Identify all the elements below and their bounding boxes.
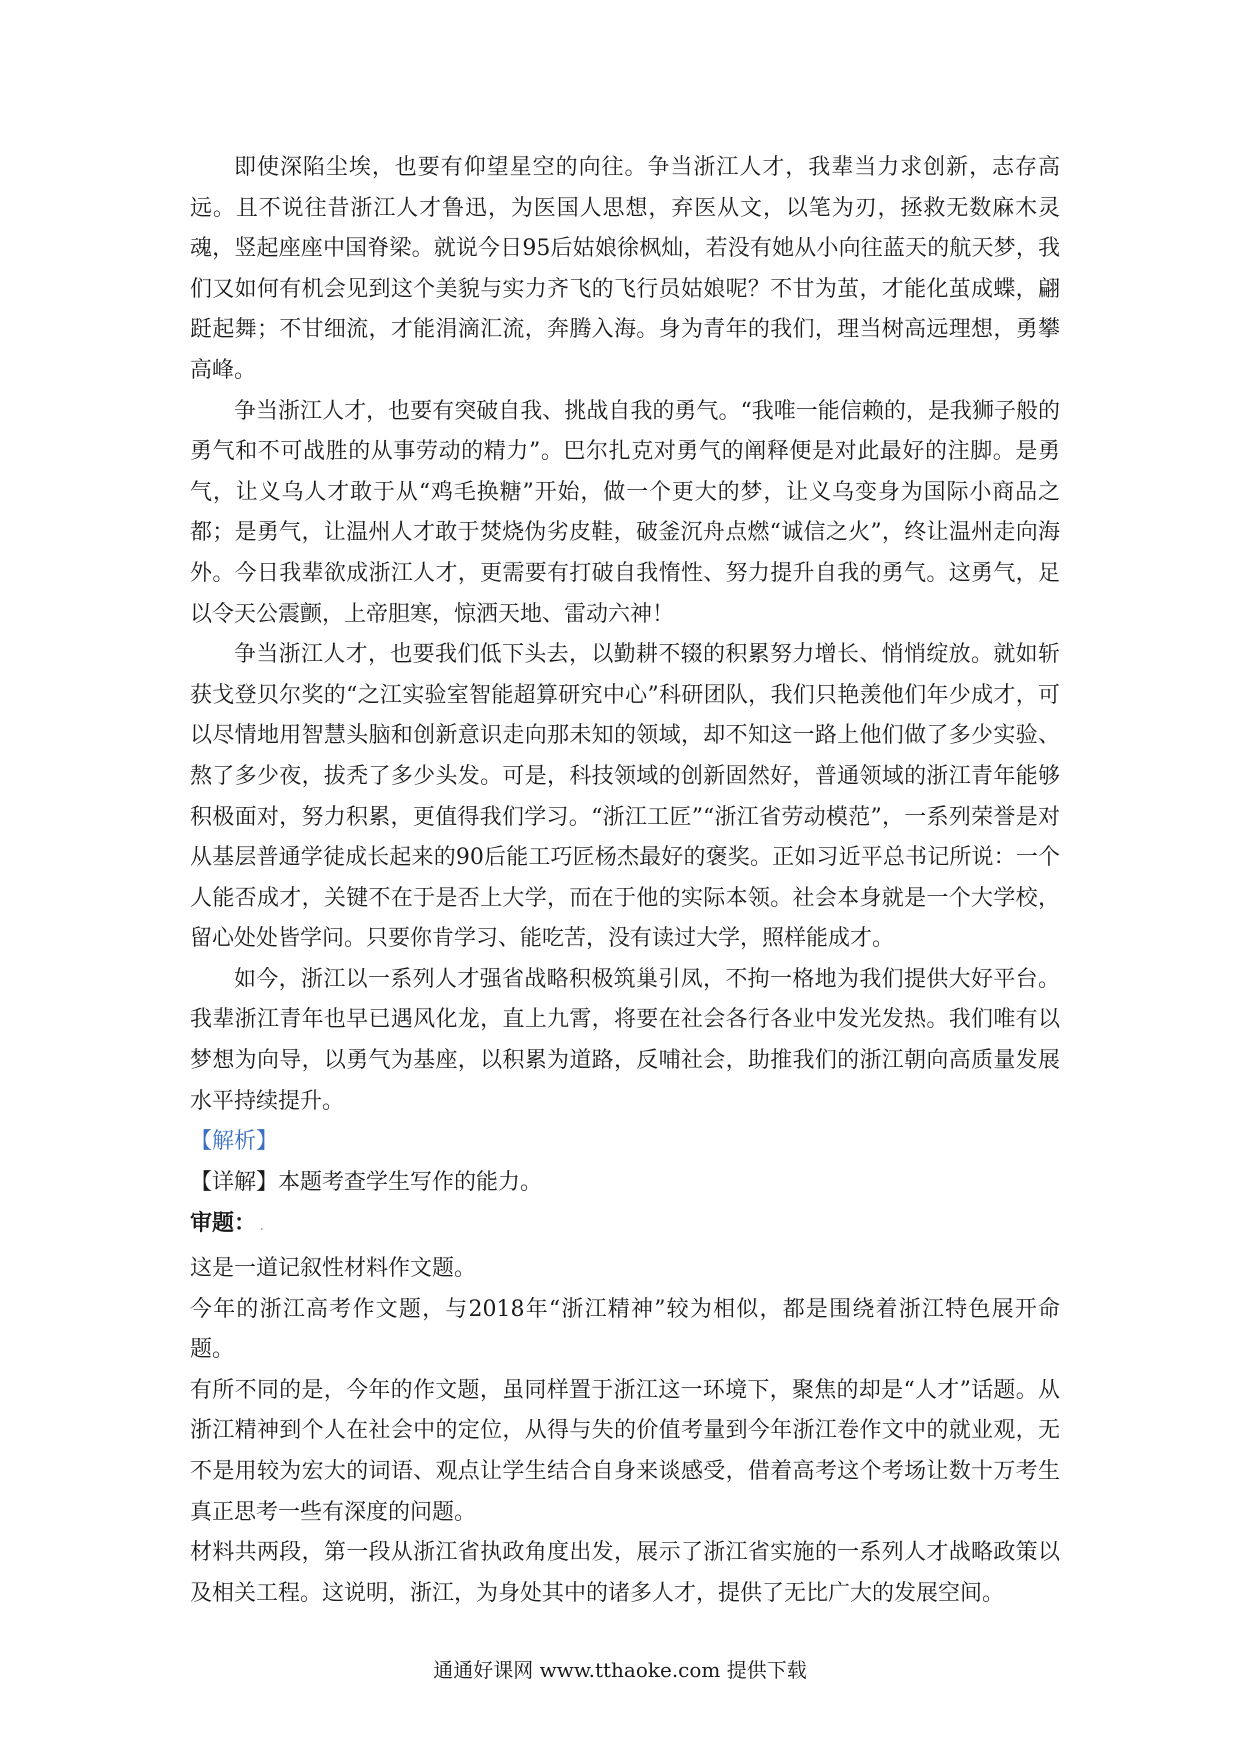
review-line-2: 今年的浙江高考作文题，与2018年“浙江精神”较为相似，都是围绕着浙江特色展开命题。: [190, 1296, 1060, 1363]
stray-dot: .: [260, 1222, 264, 1234]
essay-paragraph-3: 争当浙江人才，也要我们低下头去，以勤耕不辍的积累努力增长、悄悄绽放。就如斩获戈登贝尔奖的“之江实验室智能超算研究中心”科研团队，我们只艳羡他们年少成才，可以尽情地用智慧头脑和创新意识走向那未知的领域，却不知这一路上他们做了多少实验、熬了多少夜，拔秃了多少头发。可是，科技领域的创新固然好，普通领域的浙江青年能够积极面对，努力积累，更值得我们学习。“浙江工匠”“浙江省劳动模范”，一系列荣誉是对从基层普通学徒成长起来的90后能工巧匠杨杰最好的褒奖。正如习近平总书记所说：一个人能否成才，关键不在于是否上大学，而在于他的实际本领。社会本身就是一个大学校，留心处处皆学问。只要你肯学习、能吃苦，没有读过大学，照样能成才。: [190, 642, 1060, 952]
document-body: [190, 148, 1060, 1614]
detail-line: 【详解】本题考查学生写作的能力。: [190, 1169, 543, 1195]
review-heading-text: 审题：: [190, 1210, 257, 1237]
essay-paragraph-2: 争当浙江人才，也要有突破自我、挑战自我的勇气。“我唯一能信赖的，是我狮子般的勇气和不可战胜的从事劳动的精力”。巴尔扎克对勇气的阐释便是对此最好的注脚。是勇气，让义乌人才敢于从“鸡毛换糖”开始，做一个更大的梦，让义乌变身为国际小商品之都；是勇气，让温州人才敢于焚烧伪劣皮鞋，破釜沉舟点燃“诚信之火”，终让温州走向海外。今日我辈欲成浙江人才，更需要有打破自我惰性、努力提升自我的勇气。这勇气，足以令天公震颤，上帝胆寒，惊洒天地、雷动六神！: [190, 398, 1060, 627]
review-line-3: 有所不同的是，今年的作文题，虽同样置于浙江这一环境下，聚焦的却是“人才”话题。从浙江精神到个人在社会中的定位，从得与失的价值考量到今年浙江卷作文中的就业观，无不是用较为宏大的词语、观点让学生结合自身来谈感受，借着高考这个考场让数十万考生真正思考一些有深度的问题。: [190, 1377, 1060, 1525]
review-line-1: 这是一道记叙性材料作文题。: [190, 1256, 477, 1282]
essay-paragraph-1: 即使深陷尘埃，也要有仰望星空的向往。争当浙江人才，我辈当力求创新，志存高远。且不说往昔浙江人才鲁迅，为医国人思想，弃医从文，以笔为刃，拯救无数麻木灵魂，竖起座座中国脊梁。就说今日95后姑娘徐枫灿，若没有她从小向往蓝天的航天梦，我们又如何有机会见到这个美貌与实力齐飞的飞行员姑娘呢？不甘为茧，才能化茧成蝶，翩跹起舞；不甘细流，才能涓滴汇流，奔腾入海。身为青年的我们，理当树高远理想，勇攀高峰。: [190, 155, 1060, 383]
analysis-tag: 【解析】: [190, 1129, 279, 1155]
review-line-4: 材料共两段，第一段从浙江省执政角度出发，展示了浙江省实施的一系列人才战略政策以及相关工程。这说明，浙江，为身处其中的诸多人才，提供了无比广大的发展空间。: [190, 1540, 1060, 1606]
review-heading: [190, 1203, 1060, 1249]
page-footer: 通通好课网 www.tthaoke.com 提供下载: [433, 1658, 807, 1682]
essay-paragraph-4: 如今，浙江以一系列人才强省战略积极筑巢引凤，不拘一格地为我们提供大好平台。我辈浙江青年也早已遇风化龙，直上九霄，将要在社会各行各业中发光发热。我们唯有以梦想为向导，以勇气为基座，以积累为道路，反哺社会，助推我们的浙江朝向高质量发展水平持续提升。: [190, 966, 1060, 1114]
